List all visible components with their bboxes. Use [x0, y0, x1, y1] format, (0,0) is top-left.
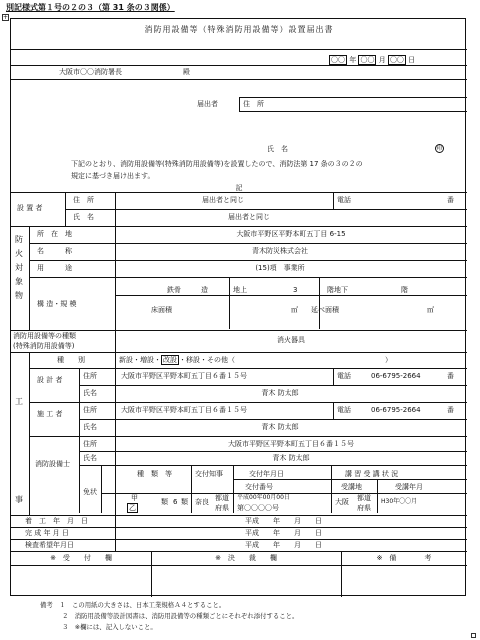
above-label: 地上: [233, 286, 247, 294]
rui-no[interactable]: 6: [173, 498, 178, 506]
date-day[interactable]: 〇〇: [389, 56, 404, 64]
construction-type-options[interactable]: [119, 355, 235, 365]
training-date-label: 受講年月: [395, 483, 423, 491]
kou-mark[interactable]: 甲: [131, 494, 138, 502]
year-label: 年: [349, 56, 357, 64]
designer-label: 設 計 者: [37, 376, 63, 384]
training-label: 講 習 受 講 状 況: [345, 470, 399, 478]
construction-type-label: 種 別: [57, 356, 85, 364]
fe-name-label: 氏名: [83, 454, 97, 462]
notifier-address-label: 住 所: [243, 100, 264, 108]
floor-area-label: 床面積: [151, 306, 172, 314]
floor-area-unit: ㎡: [291, 306, 298, 314]
designer-phone-suffix: 番: [447, 372, 454, 380]
designer-address[interactable]: 大阪市平野区平野本町五丁目６番１５号: [121, 372, 247, 380]
training-pref-fu: 府県: [357, 504, 371, 512]
note-2: ２ 消防用設備等設計図書は、消防用設備等の種類ごとにそれぞれ添付すること。: [62, 612, 299, 620]
above-value[interactable]: 3: [293, 286, 298, 294]
constructor-phone-suffix: 番: [447, 406, 454, 414]
equipment-type-value[interactable]: 消火器具: [277, 336, 305, 344]
use-label: 用 途: [37, 264, 72, 272]
below-label: 階地下: [327, 286, 348, 294]
reception-header: ※ 受 付 欄: [50, 554, 112, 562]
inspection-date-label: 検査希望年月日: [25, 541, 74, 549]
installer-name[interactable]: 届出者と同じ: [228, 213, 270, 221]
designer-address-label: 住所: [83, 372, 97, 380]
note-3: ３ ※欄には、記入しないこと。: [62, 623, 157, 631]
location-label: 所 在 地: [37, 230, 72, 238]
seal-mark: [435, 143, 444, 153]
constructor-label: 施 工 者: [37, 410, 63, 418]
constructor-address[interactable]: 大阪市平野区平野本町五丁目６番１５号: [121, 406, 247, 414]
kind-label: 種 類 等: [137, 470, 172, 478]
month-label: 月: [378, 56, 386, 64]
remarks-header: ※ 備 考: [376, 554, 432, 562]
constructor-name-label: 氏名: [83, 423, 97, 431]
otsu-mark[interactable]: 乙: [129, 504, 136, 512]
license-label: 免状: [83, 488, 97, 496]
structure-type[interactable]: 鉄骨: [167, 286, 181, 294]
designer-phone[interactable]: 06-6795-2664: [371, 372, 421, 380]
issue-date-value[interactable]: 平成00年00月00日: [237, 494, 290, 501]
training-place-label: 受講地: [341, 483, 362, 491]
table-move-handle-icon[interactable]: +: [3, 14, 9, 21]
type-selected[interactable]: 改設: [163, 356, 177, 364]
installer-address-label: 住 所: [73, 196, 94, 204]
constructor-phone-label: 電話: [337, 406, 351, 414]
notes-label: 備考: [40, 601, 53, 609]
designer-name-label: 氏名: [83, 389, 97, 397]
installer-group-label: 設 置 者: [17, 204, 43, 212]
installer-address[interactable]: 届出者と同じ: [202, 196, 244, 204]
target-name-label: 名 称: [37, 247, 72, 255]
notes: [40, 600, 298, 633]
start-date-value[interactable]: 平成 年 月 日: [245, 517, 322, 525]
addressee-suffix: 殿: [183, 68, 190, 76]
training-date-value[interactable]: H30年〇〇月: [381, 498, 418, 505]
license-no-value[interactable]: 第〇〇〇〇号: [237, 504, 279, 512]
rui-label-2: 類: [181, 498, 188, 506]
complete-date-label: 完 成 年 月 日: [25, 529, 69, 537]
designer-name[interactable]: 青木 防太郎: [261, 389, 299, 397]
structure-word: 造: [201, 286, 208, 294]
constructor-name[interactable]: 青木 防太郎: [261, 423, 299, 431]
training-place-value[interactable]: 大阪: [335, 498, 349, 506]
date-month[interactable]: 〇〇: [360, 56, 375, 64]
fire-engineer-label: 消防設備士: [35, 460, 70, 468]
issuer-to: 都道: [215, 494, 229, 502]
notifier-label: 届出者: [197, 100, 218, 108]
seal-icon: 印: [436, 145, 443, 152]
equipment-type-label-2: (特殊消防用設備等): [13, 342, 75, 350]
addressee[interactable]: 大阪市〇〇消防署長: [59, 68, 122, 76]
form-header: 別記様式第１号の２の３（第 31 条の３関係）: [6, 3, 175, 12]
issuer-fu: 府県: [215, 504, 229, 512]
complete-date-value[interactable]: 平成 年 月 日: [245, 529, 322, 537]
use-value[interactable]: (15)項 事業所: [255, 264, 305, 272]
constructor-address-label: 住所: [83, 406, 97, 414]
installer-phone-suffix: 番: [447, 196, 454, 204]
ki-label: 記: [235, 184, 243, 192]
type-close-paren: ）: [385, 356, 392, 364]
structure-label: 構 造・規 模: [37, 300, 77, 308]
inspection-date-value[interactable]: 平成 年 月 日: [245, 541, 322, 549]
fe-name[interactable]: 青木 防太郎: [272, 454, 310, 462]
issue-date-label: 交付年月日: [249, 470, 284, 478]
preamble-line-2: 規定に基づき届け出ます。: [71, 172, 155, 180]
rui-label: 類: [161, 498, 168, 506]
issuer-pref[interactable]: 奈良: [195, 498, 209, 506]
designer-phone-label: 電話: [337, 372, 351, 380]
notification-form: [10, 18, 466, 596]
fe-address[interactable]: 大阪市平野区平野本町五丁目６番１５号: [228, 440, 354, 448]
start-date-label: 着 工 年 月 日: [25, 517, 88, 525]
construction-vertical-bottom: 事: [15, 495, 23, 504]
preamble-line-1: 下記のとおり、消防用設備等(特殊消防用設備等)を設置したので、消防法第 17 条の３の２の: [71, 160, 363, 168]
decision-header: ※ 決 裁 欄: [215, 554, 277, 562]
fe-address-label: 住所: [83, 440, 97, 448]
date-line: [329, 55, 415, 65]
training-pref-to: 都道: [357, 494, 371, 502]
construction-vertical-top: 工: [15, 397, 23, 406]
form-title: 消防用設備等（特殊消防用設備等）設置届出書: [144, 25, 334, 34]
table-resize-handle-icon[interactable]: [471, 633, 476, 638]
date-era[interactable]: 〇〇: [331, 56, 345, 64]
location-value[interactable]: 大阪市平野区平野本町五丁目 6-15: [236, 230, 346, 238]
floors-label: 階: [401, 286, 408, 294]
notifier-name-label: 氏 名: [267, 145, 288, 153]
equipment-type-label-1: 消防用設備等の種類: [13, 332, 76, 340]
target-group-label: 防 火 対 象 物: [15, 235, 23, 300]
day-label: 日: [408, 56, 416, 64]
installer-name-label: 氏 名: [73, 213, 94, 221]
issuer-label: 交付知事: [195, 470, 223, 478]
type-options-tail: ・移設・その他（: [179, 356, 235, 364]
license-no-label: 交付番号: [245, 483, 273, 491]
target-name-value[interactable]: 青木防災株式会社: [252, 247, 308, 255]
installer-phone-label: 電話: [337, 196, 351, 204]
total-area-label: 延べ面積: [311, 306, 339, 314]
constructor-phone[interactable]: 06-6795-2664: [371, 406, 421, 414]
note-1: １ この用紙の大きさは、日本工業規格Ａ４とすること。: [59, 601, 226, 609]
total-area-unit: ㎡: [427, 306, 434, 314]
type-options-head: 新設・増設・: [119, 356, 161, 364]
